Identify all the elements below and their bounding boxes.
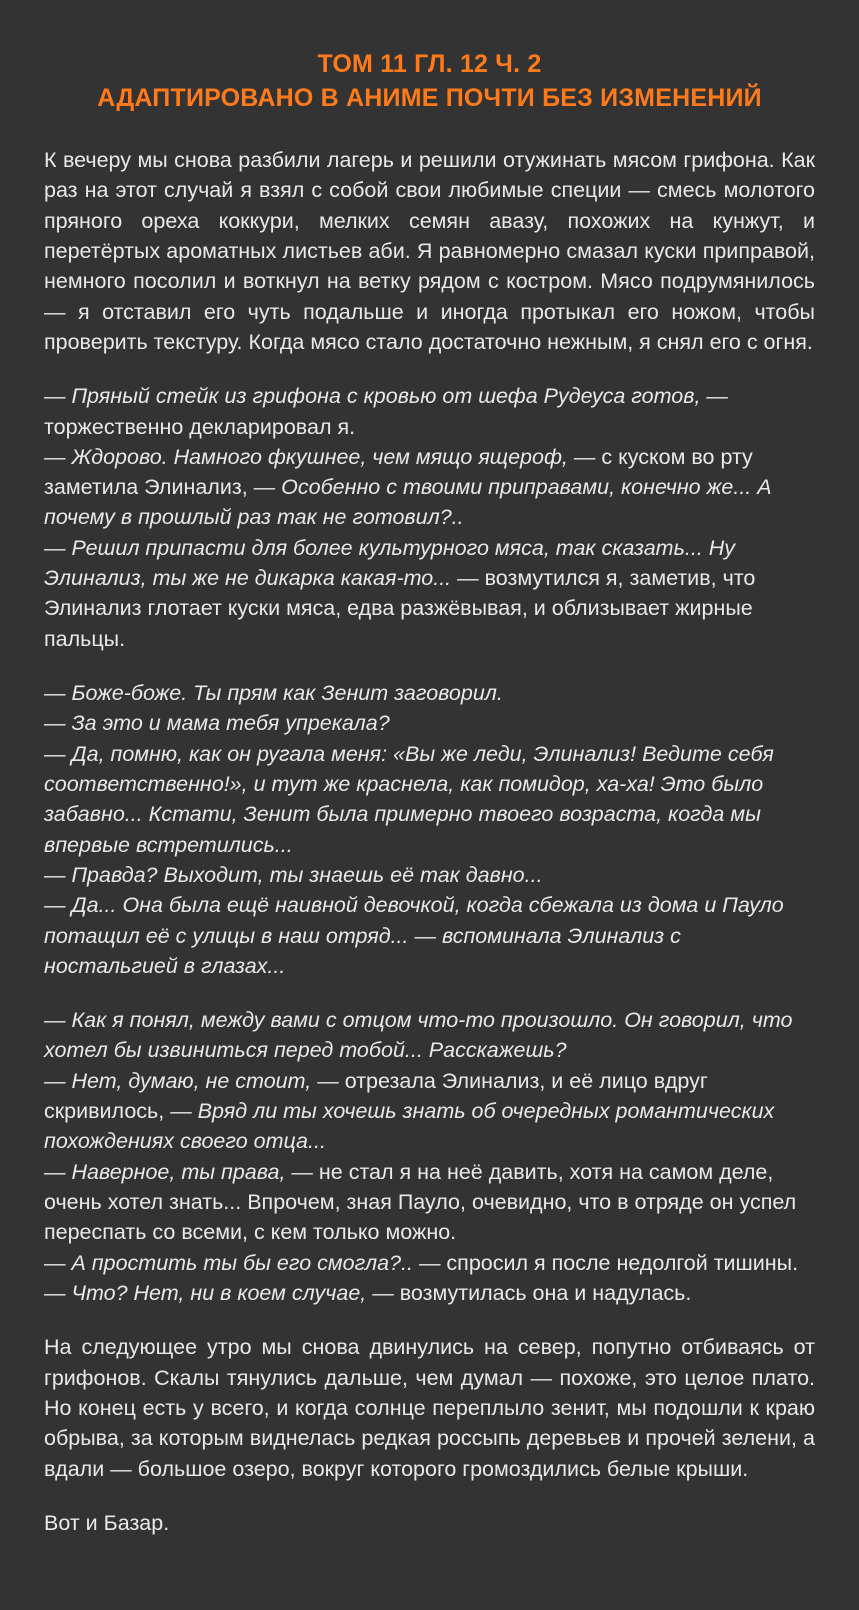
dialogue-line [44, 1248, 815, 1278]
dialogue-italic: — Решил припасти для более культурного мяса, так сказать... Ну Элинализ, ты же не дикарка какая-то... — [44, 535, 736, 591]
dialogue-line [44, 1005, 815, 1066]
dialogue-italic: — Пряный стейк из грифона с кровью от шефа Рудеуса готов, — [44, 384, 728, 409]
dialogue-plain: с куском во рту заметила Элинализ, — [44, 444, 753, 500]
dialogue-italic-2: Особенно с твоими приправами, конечно же... А почему в прошлый раз так не готовил?.. [44, 475, 772, 530]
dialogue-line [44, 890, 815, 981]
dialogue-italic: — Да, помню, как он ругала меня: «Вы же леди, Элинализ! Ведите себя соответственно!», и тут же краснела, как помидор, ха-ха! Это было забавно... Кстати, Зенит была примерно твоего возраста, когда мы впервые встретились... [44, 741, 774, 857]
dialogue-plain: не стал я на неё давить, хотя на самом деле, очень хотел знать... Впрочем, зная Пауло, очевидно, что в отряде он успел переспать со всеми, с кем только можно. [44, 1159, 797, 1245]
dialogue-italic: — Наверное, ты права, — [44, 1159, 313, 1184]
dialogue-italic: — За это и мама тебя упрекала? [44, 711, 390, 736]
dialogue-plain: возмутилась она и надулась. [393, 1280, 692, 1305]
dialogue-italic: — Что? Нет, ни в коем случае, — [44, 1280, 394, 1305]
dialogue-italic: — Ждорово. Намного фкушнее, чем мящо ящероф, — [44, 444, 596, 469]
paragraph-intro: К вечеру мы снова разбили лагерь и решили отужинать мясом грифона. Как раз на этот случай я взял с собой свои любимые специи — смесь молотого пряного ореха коккури, мелких семян авазу, похожих на кунжут, и перетёртых ароматных листьев аби. Я равномерно смазал куски приправой, немного посолил и воткнул на ветку рядом с костром. Мясо подрумянилось — я отставил его чуть подальше и иногда протыкал его ножом, чтобы проверить текстуру. Когда мясо стало достаточно нежным, я снял его с огня. [44, 148, 815, 354]
title-line-2: АДАПТИРОВАНО В АНИМЕ ПОЧТИ БЕЗ ИЗМЕНЕНИЙ [97, 83, 762, 112]
dialogue-italic: — Да... Она была ещё наивной девочкой, когда сбежала из дома и Пауло потащил её с улицы в наш отряд... — вспоминала Элинализ с ностальгией в глазах... [44, 893, 784, 978]
paragraph-closing: Вот и Базар. [44, 1510, 170, 1535]
dialogue-line [44, 678, 815, 708]
dialogue-plain: возмутился я, заметив, что Элинализ глотает куски мяса, едва разжёвывая, и облизывает жирные пальцы. [44, 566, 756, 651]
dialogue-italic: — Правда? Выходит, ты знаешь её так давно... [44, 862, 543, 887]
paragraph-journey: На следующее утро мы снова двинулись на север, попутно отбиваясь от грифонов. Скалы тянулись дальше, чем думал — похоже, это целое плато. Но конец есть у всего, и когда солнце переплыло зенит, мы подошли к краю обрыва, за которым виднелась редкая россыпь деревьев и прочей зелени, а вдали — большое озеро, вокруг которого громоздились белые крыши. [44, 1335, 815, 1481]
page-title [44, 48, 815, 115]
dialogue-italic: — Нет, думаю, не стоит, — [44, 1068, 339, 1093]
dialogue-line [44, 860, 815, 890]
title-line-1: ТОМ 11 ГЛ. 12 Ч. 2 [317, 50, 542, 78]
dialogue-italic: — Как я понял, между вами с отцом что-то произошло. Он говорил, что хотел бы извиниться перед тобой... Расскажешь? [44, 1008, 793, 1063]
dialogue-block-3 [44, 1005, 815, 1308]
dialogue-line [44, 1157, 815, 1248]
dialogue-plain: торжественно декларировал я. [44, 414, 356, 439]
dialogue-italic-2: Вряд ли ты хочешь знать об очередных романтических похождениях своего отца... [44, 1099, 775, 1154]
dialogue-line [44, 1066, 815, 1157]
dialogue-line [44, 381, 815, 442]
dialogue-line [44, 442, 815, 533]
dialogue-block-1 [44, 381, 815, 654]
dialogue-italic: — А простить ты бы его смогла?.. — [44, 1250, 441, 1275]
dialogue-plain: отрезала Элинализ, и её лицо вдруг скривилось, — [44, 1068, 708, 1124]
dialogue-line [44, 1278, 815, 1308]
dialogue-line [44, 708, 815, 738]
dialogue-plain: спросил я после недолгой тишины. [440, 1250, 799, 1275]
dialogue-line [44, 533, 815, 654]
dialogue-italic: — Боже-боже. Ты прям как Зенит заговорил. [44, 681, 503, 705]
dialogue-block-2 [44, 678, 815, 981]
dialogue-line [44, 739, 815, 860]
